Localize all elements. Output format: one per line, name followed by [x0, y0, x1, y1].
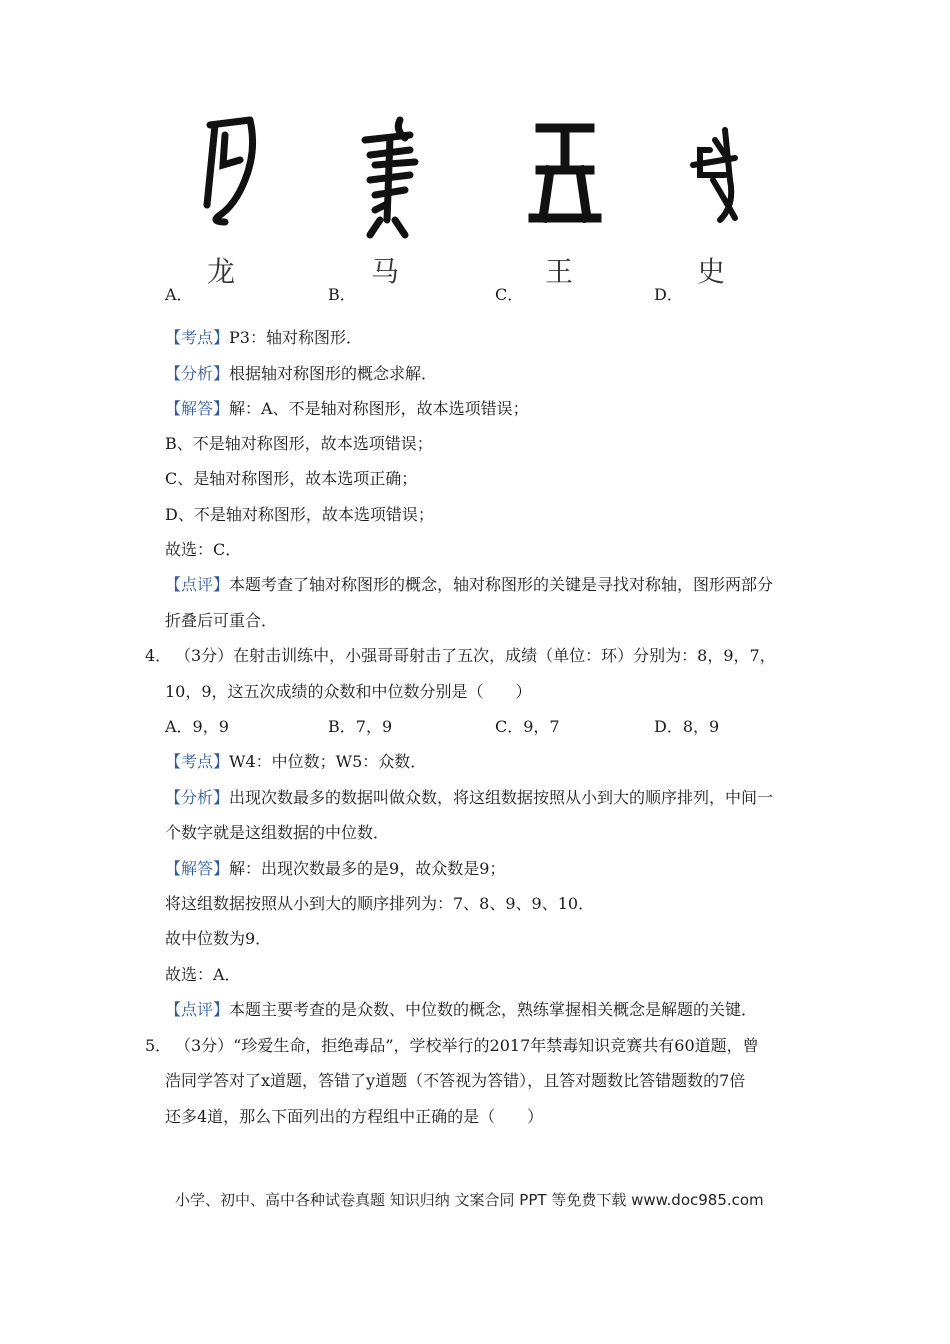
option-letter-a: A．	[165, 285, 193, 304]
fenxi-line: 出现次数最多的数据叫做众数，将这组数据按照从小到大的顺序排列，中间一	[229, 788, 774, 807]
long-oracle-bone-glyph	[195, 110, 265, 230]
q3-dianping	[165, 575, 773, 595]
dianping-line: 折叠后可重合．	[165, 611, 278, 630]
jieda-line: B、不是轴对称图形，故本选项错误；	[165, 434, 433, 453]
q5-number: 5．	[145, 1036, 172, 1055]
jieda-line: C、是轴对称图形，故本选项正确；	[165, 469, 418, 488]
jieda-tag: 【解答】	[165, 859, 230, 878]
q4-option-d: D．8，9	[654, 717, 720, 736]
dianping-text: 本题主要考查的是众数、中位数的概念，熟练掌握相关概念是解题的关键．	[229, 1000, 758, 1019]
glyph-label-d: 史	[697, 255, 726, 288]
dianping-line: 本题考查了轴对称图形的概念，轴对称图形的关键是寻找对称轴，图形两部分	[229, 575, 774, 594]
jieda-line: 故选：A．	[165, 965, 241, 984]
kaodian-text: W4：中位数；W5：众数．	[229, 752, 427, 771]
jieda-line: 解：A、不是轴对称图形，故本选项错误；	[229, 399, 529, 418]
q3-kaodian	[165, 328, 362, 348]
option-letter-d: D．	[654, 285, 683, 304]
jieda-line: D、不是轴对称图形，故本选项错误；	[165, 505, 434, 524]
page-footer: 小学、初中、高中各种试卷真题 知识归纳 文案合同 PPT 等免费下载 www.doc985.com	[175, 1191, 764, 1209]
q4-stem: 10，9，这五次成绩的众数和中位数分别是（ ）	[165, 682, 532, 701]
option-letter-c: C．	[495, 285, 524, 304]
dianping-tag: 【点评】	[165, 575, 230, 594]
q5-stem: 浩同学答对了x道题，答错了y道题（不答视为答错），且答对题数比答错题数的7倍	[165, 1071, 746, 1090]
shi-oracle-bone-glyph	[685, 110, 745, 230]
jieda-line: 故选：C．	[165, 540, 242, 559]
q4-kaodian	[165, 752, 426, 772]
q4-number: 4．	[145, 646, 172, 665]
dianping-tag: 【点评】	[165, 1000, 230, 1019]
fenxi-tag: 【分析】	[165, 364, 230, 383]
q5-stem: 还多4道，那么下面列出的方程组中正确的是（ ）	[165, 1107, 544, 1126]
ma-oracle-bone-glyph	[355, 110, 425, 240]
kaodian-tag: 【考点】	[165, 752, 230, 771]
kaodian-text: P3：轴对称图形．	[229, 328, 362, 347]
glyph-label-a: 龙	[207, 255, 236, 288]
q4-fenxi	[165, 788, 773, 808]
option-letter-b: B．	[328, 285, 356, 304]
fenxi-text: 根据轴对称图形的概念求解．	[229, 364, 438, 383]
q4-stem: （3分）在射击训练中，小强哥哥射击了五次，成绩（单位：环）分别为：8，9，7，	[175, 646, 776, 665]
fenxi-line: 个数字就是这组数据的中位数．	[165, 823, 390, 842]
jieda-line: 将这组数据按照从小到大的顺序排列为：7、8、9、9、10．	[165, 894, 595, 913]
glyph-label-b: 马	[371, 255, 400, 288]
q4-option-a: A．9，9	[165, 717, 229, 736]
q4-jieda	[165, 859, 505, 879]
q4-dianping	[165, 1000, 757, 1020]
q3-jieda	[165, 399, 529, 419]
fenxi-tag: 【分析】	[165, 788, 230, 807]
jieda-tag: 【解答】	[165, 399, 230, 418]
q3-fenxi	[165, 364, 437, 384]
glyph-label-c: 王	[545, 255, 574, 288]
q4-option-c: C．9，7	[495, 717, 560, 736]
q5-stem: （3分）“珍爱生命，拒绝毒品”，学校举行的2017年禁毒知识竞赛共有60道题，曾	[175, 1036, 759, 1055]
kaodian-tag: 【考点】	[165, 328, 230, 347]
wang-oracle-bone-glyph	[525, 110, 605, 230]
jieda-line: 故中位数为9．	[165, 929, 272, 948]
jieda-line: 解：出现次数最多的是9，故众数是9；	[229, 859, 506, 878]
q4-option-b: B．7，9	[328, 717, 393, 736]
